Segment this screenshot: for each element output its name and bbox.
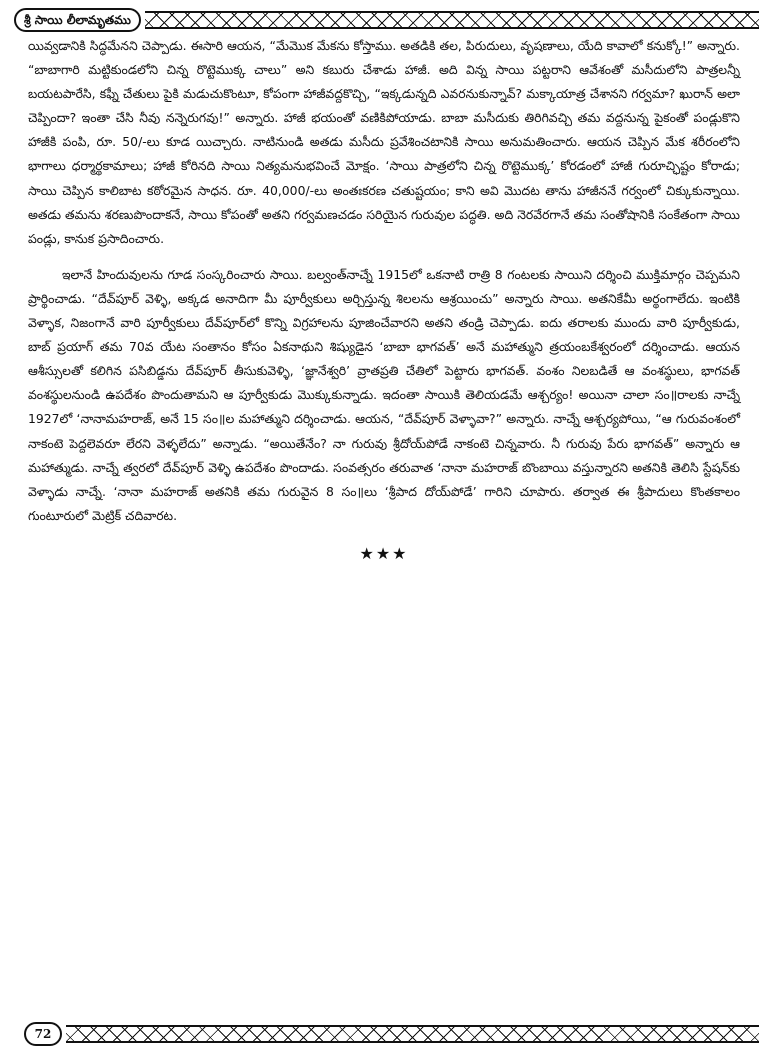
page-header [14, 8, 759, 32]
page-number: 72 [24, 1022, 62, 1046]
running-title: శ్రీ సాయి లీలామృతము [14, 8, 141, 32]
footer-decorative-border [66, 1025, 759, 1043]
paragraph-nachne-story: ఇలానే హిందువులను గూడ సంస్కరించారు సాయి. బల్వంత్‌నాచ్నే 1915లో ఒకనాటి రాత్రి 8 గంటలకు సాయిని దర్శించి ముక్తిమార్గం చెప్పమని ప్రార్థించాడు. “దేవ్‌పూర్ వెళ్ళి, అక్కడ అనాదిగా మీ పూర్వీకులు అర్చిస్తున్న శిలలను ఆశ్రయించు” అన్నారు సాయి. అతనికేమీ అర్థంగాలేదు. ఇంటికి వెళ్ళాక, నిజంగానే వారి పూర్వీకులు దేవ్‌పూర్‌లో కొన్ని విగ్రహాలను పూజించేవారని అతని తండ్రి చెప్పాడు. ఐదు తరాలకు ముందు వారి పూర్వీకుడు, బాబ్ ప్రయాగ్ తమ 70వ యేట సంతానం కోసం ఏకనాథుని శిష్యుడైన ‘బాబా భాగవత్’ అనే మహాత్ముని త్రయంబకేశ్వరంలో దర్శించాడు. ఆయన ఆశీస్సులతో కలిగిన పసిబిడ్డను దేవ్‌పూర్ తీసుకువెళ్ళి, ‘జ్ఞానేశ్వరి’ వ్రాతప్రతి చేతిలో పెట్టారు భాగవత్. వంశం నిలబడితే ఆ వంశస్థులు, భాగవత్ వంశస్థులనుండి ఉపదేశం పొందుతామని ఆ పూర్వీకుడు మొక్కుకున్నాడు. ఇదంతా సాయికి తెలియడమే ఆశ్చర్యం! అయినా చాలా సం॥రాలకు నాచ్నే 1927లో ‘నానామహరాజ్, అనే 15 సం॥ల మహాత్ముని దర్శించాడు. ఆయన, “దేవ్‌పూర్ వెళ్ళావా?” అన్నారు. నాచ్నే ఆశ్చర్యపోయి, “ఆ గురువంశంలో నాకంటె పెద్దలెవరూ లేరని వెళ్ళలేదు” అన్నాడు. “అయితేనేం? నా గురువు శ్రీదోయ్‌పోడే నాకంటె చిన్నవారు. నీ గురువు పేరు భాగవత్” అన్నారు ఆ మహాత్ముడు. నాచ్నే త్వరలో దేవ్‌పూర్ వెళ్ళి ఉపదేశం పొందాడు. సంవత్సరం తరువాత ‘నానా మహరాజ్ బొంబాయి వస్తున్నారని అతనికి తెలిసి స్టేషన్‌కు వెళ్ళాడు నాచ్నే. ‘నానా మహరాజ్ అతనికి తమ గురువైన 8 సం॥లు ‘శ్రీపాద దోయ్‌పోడే’ గారిని చూపారు. తర్వాత ఈ శ్రీపాదులు కొంతకాలం గుంటూరులో మెట్రిక్ చదివారట. [28, 266, 740, 523]
page-footer [24, 1022, 759, 1046]
paragraph-continued: యివ్వడానికి సిద్ధమేనని చెప్పాడు. ఈసారి ఆయన, “మేమొక మేకను కోస్తాము. అతడికి తల, పిరుదులు, వృషణాలు, యేది కావాలో కనుక్కో!” అన్నారు. “బాబాగారి మట్టికుండలోని చిన్న రొట్టెముక్క చాలు” అని కబురు చేశాడు హాజీ. అది విన్న సాయి పట్టరాని ఆవేశంతో మసీదులోని పాత్రలన్నీ బయటపారేసి, కఫ్నీ చేతులు పైకి మడుచుకొంటూ, కోపంగా హాజీవద్దకొచ్చి, “ఇక్కడున్నది ఎవరనుకున్నావ్? మక్కాయాత్ర చేశానని గర్వమా? ఖురాన్ అలా చెప్పిందా? ఇంతా చేసి నీవు నన్నెరుగవు!” అన్నారు. హాజీ భయంతో వణికిపోయాడు. బాబా మసీదుకు తిరిగివచ్చి తమ వద్దనున్న పైకంతో పండ్లుకొని హాజీకి పంపి, రూ. 50/-లు కూడ యిచ్చారు. నాటినుండి అతడు మసీదు ప్రవేశించటానికి సాయి అనుమతించారు. ఆయన చెప్పిన మేక శరీరంలోని భాగాలు ధర్మార్థకామాలు; హాజీ కోరినది సాయి నిత్యమనుభవించే మోక్షం. ‘సాయి పాత్రలోని చిన్న రొట్టెముక్క’ కోరడంలో హాజీ గురూచ్ఛిష్టం కోరాడు; సాయి చెప్పిన కాలిబాట కఠోరమైన సాధన. రూ. 40,000/-లు అంతఃకరణ చతుష్టయం; కాని అవి మొదట తాను హాజీననే గర్వంలో చిక్కుకున్నాయి. అతడు తమను శరణుపొందాకనే, సాయి కోపంతో అతని గర్వమణచడం సరియైన గురువుల పద్ధతి. అది నెరవేరగానే తమ సంతోషానికి సంకేతంగా సాయి పండ్లు, కానుక ప్రసాదించారు. [28, 38, 740, 246]
body-text [28, 34, 740, 566]
header-decorative-border [145, 11, 759, 29]
section-separator: ★★★ [359, 543, 409, 563]
